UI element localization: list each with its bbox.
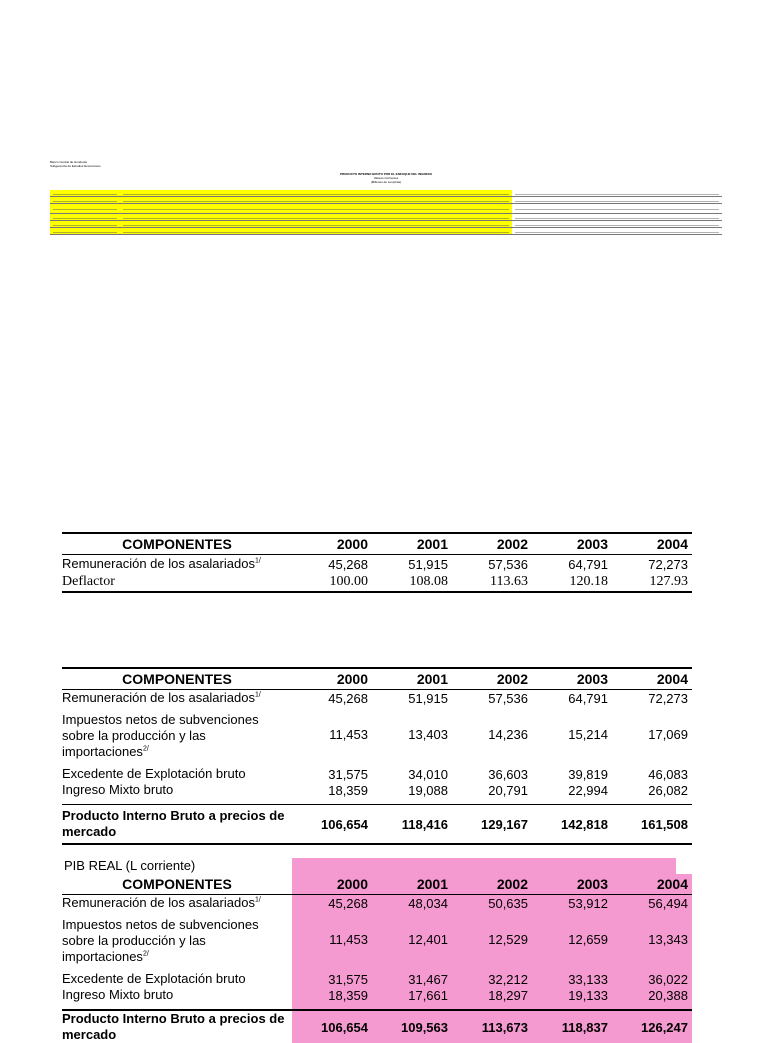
- components-header: COMPONENTES: [122, 671, 232, 687]
- table-cell: 36,603: [488, 766, 528, 782]
- total-cell: 106,654: [292, 1010, 372, 1043]
- table-row: [62, 762, 692, 782]
- total-label: Producto Interno Bruto a precios de mercado: [62, 1011, 285, 1042]
- thumb-subtitle-1: Valores Corrientes: [373, 176, 399, 180]
- row-label: Deflactor: [62, 573, 292, 592]
- footnote-marker: 1/: [254, 557, 261, 565]
- table-cell: 45,268: [328, 690, 368, 706]
- table-cell: 12,659: [532, 911, 612, 967]
- table-cell: 12,529: [452, 911, 532, 967]
- year-header: 2002: [496, 536, 528, 552]
- table-cell: 31,467: [372, 967, 452, 987]
- thumb-row: [50, 197, 722, 204]
- year-header: 2000: [336, 671, 368, 687]
- year-header: 2004: [656, 536, 688, 552]
- table-row: [62, 573, 692, 592]
- table-cell: 72,273: [648, 556, 688, 572]
- components-header: COMPONENTES: [122, 536, 232, 552]
- row-label: Impuestos netos de subvenciones sobre la producción y las importaciones: [62, 712, 259, 759]
- thumb-row: [50, 204, 722, 214]
- table-row: [62, 911, 692, 967]
- table-cell: 11,453: [329, 726, 368, 742]
- table-cell: 64,791: [568, 690, 608, 706]
- total-cell: 142,818: [561, 816, 608, 832]
- table-cell: 64,791: [568, 556, 608, 572]
- real-gdp-table: [62, 874, 692, 1043]
- table-cell: 48,034: [372, 895, 452, 912]
- footnote-marker: 1/: [254, 896, 261, 904]
- thumb-subtitle-2: (Millones de Lempiras): [370, 180, 402, 184]
- table-cell: 46,083: [648, 766, 688, 782]
- row-label: Ingreso Mixto bruto: [62, 782, 174, 797]
- footnote-marker: 2/: [142, 745, 149, 753]
- table-cell: 17,661: [372, 987, 452, 1010]
- nominal-gdp-table: [62, 667, 692, 845]
- row-label: Excedente de Explotación bruto: [62, 766, 246, 781]
- table-cell: 50,635: [452, 895, 532, 912]
- dept-name: Subgerencia de Estudios Económicos: [50, 164, 101, 168]
- total-cell: 106,654: [321, 816, 368, 832]
- year-header: 2003: [576, 536, 608, 552]
- row-label: Ingreso Mixto bruto: [62, 987, 174, 1002]
- table-row: [62, 782, 692, 805]
- table-cell: 14,236: [488, 726, 528, 742]
- components-header: COMPONENTES: [122, 876, 232, 892]
- deflator-table: [62, 532, 692, 593]
- table-cell: 19,133: [532, 987, 612, 1010]
- table-cell: 26,082: [648, 782, 688, 798]
- table-cell: 13,343: [612, 911, 692, 967]
- year-header: 2000: [336, 536, 368, 552]
- table-cell: 11,453: [292, 911, 372, 967]
- table-cell: 12,401: [372, 911, 452, 967]
- table-row: [62, 895, 692, 912]
- table-cell: 13,403: [408, 726, 448, 742]
- table-cell: 17,069: [648, 726, 688, 742]
- row-label: Remuneración de los asalariados: [62, 556, 255, 571]
- table-cell: 18,359: [328, 782, 368, 798]
- table-cell: 19,088: [408, 782, 448, 798]
- total-row: [62, 805, 692, 845]
- table-cell: 15,214: [568, 726, 608, 742]
- org-name: Banco Central de Honduras: [50, 160, 88, 164]
- row-label: Remuneración de los asalariados: [62, 690, 255, 705]
- table-cell: 53,912: [532, 895, 612, 912]
- table-cell: 57,536: [488, 690, 528, 706]
- table-cell: 113.63: [452, 573, 532, 592]
- table-row: [62, 987, 692, 1010]
- total-cell: 109,563: [372, 1010, 452, 1043]
- table-cell: 22,994: [568, 782, 608, 798]
- table-cell: 39,819: [568, 766, 608, 782]
- table-row: [62, 690, 692, 707]
- row-label: Remuneración de los asalariados: [62, 895, 255, 910]
- row-label: Impuestos netos de subvenciones sobre la producción y las importaciones: [62, 917, 259, 964]
- table-cell: 108.08: [372, 573, 452, 592]
- table-cell: 56,494: [612, 895, 692, 912]
- total-cell: 118,837: [532, 1010, 612, 1043]
- thumb-table: [50, 190, 722, 235]
- table-cell: 100.00: [292, 573, 372, 592]
- year-header: 2001: [372, 874, 452, 895]
- total-row: [62, 1010, 692, 1043]
- table-cell: 33,133: [532, 967, 612, 987]
- table-cell: 32,212: [452, 967, 532, 987]
- year-header: 2002: [496, 671, 528, 687]
- thumb-row: [50, 214, 722, 221]
- footnote-marker: 2/: [142, 950, 149, 958]
- table-cell: 120.18: [532, 573, 612, 592]
- table-header-row: [62, 874, 692, 895]
- total-cell: 118,416: [401, 816, 448, 832]
- spreadsheet-thumbnail: [50, 160, 722, 184]
- thumb-row: [50, 221, 722, 228]
- table-cell: 51,915: [408, 556, 448, 572]
- year-header: 2001: [416, 536, 448, 552]
- table-cell: 18,297: [452, 987, 532, 1010]
- year-header: 2004: [656, 671, 688, 687]
- table-row: [62, 706, 692, 762]
- thumb-title: PRODUCTO INTERNO BRUTO POR EL ENFOQUE DEL INGRESO: [340, 172, 432, 176]
- table-cell: 127.93: [612, 573, 692, 592]
- year-header: 2001: [416, 671, 448, 687]
- row-label: Excedente de Explotación bruto: [62, 971, 246, 986]
- table-cell: 18,359: [292, 987, 372, 1010]
- table-cell: 51,915: [408, 690, 448, 706]
- total-cell: 161,508: [641, 816, 688, 832]
- real-gdp-section: [62, 858, 688, 1042]
- thumb-total-row: [50, 228, 722, 235]
- table-cell: 57,536: [488, 556, 528, 572]
- table-cell: 31,575: [328, 766, 368, 782]
- year-header: 2004: [612, 874, 692, 895]
- footnote-marker: 1/: [254, 691, 261, 699]
- table-cell: 72,273: [648, 690, 688, 706]
- year-header: 2003: [532, 874, 612, 895]
- table-row: [62, 555, 692, 574]
- year-header: 2002: [452, 874, 532, 895]
- total-label: Producto Interno Bruto a precios de mercado: [62, 808, 285, 839]
- total-cell: 126,247: [612, 1010, 692, 1043]
- table-cell: 45,268: [328, 556, 368, 572]
- real-gdp-caption: PIB REAL (L corriente): [64, 858, 196, 873]
- year-header: 2000: [292, 874, 372, 895]
- year-header: 2003: [576, 671, 608, 687]
- table-cell: 45,268: [292, 895, 372, 912]
- table-cell: 20,388: [612, 987, 692, 1010]
- table-cell: 34,010: [408, 766, 448, 782]
- total-cell: 113,673: [452, 1010, 532, 1043]
- total-cell: 129,167: [481, 816, 528, 832]
- table-cell: 20,791: [488, 782, 528, 798]
- table-row: [62, 967, 692, 987]
- table-header-row: [62, 533, 692, 555]
- table-cell: 31,575: [292, 967, 372, 987]
- table-cell: 36,022: [612, 967, 692, 987]
- table-header-row: [62, 668, 692, 690]
